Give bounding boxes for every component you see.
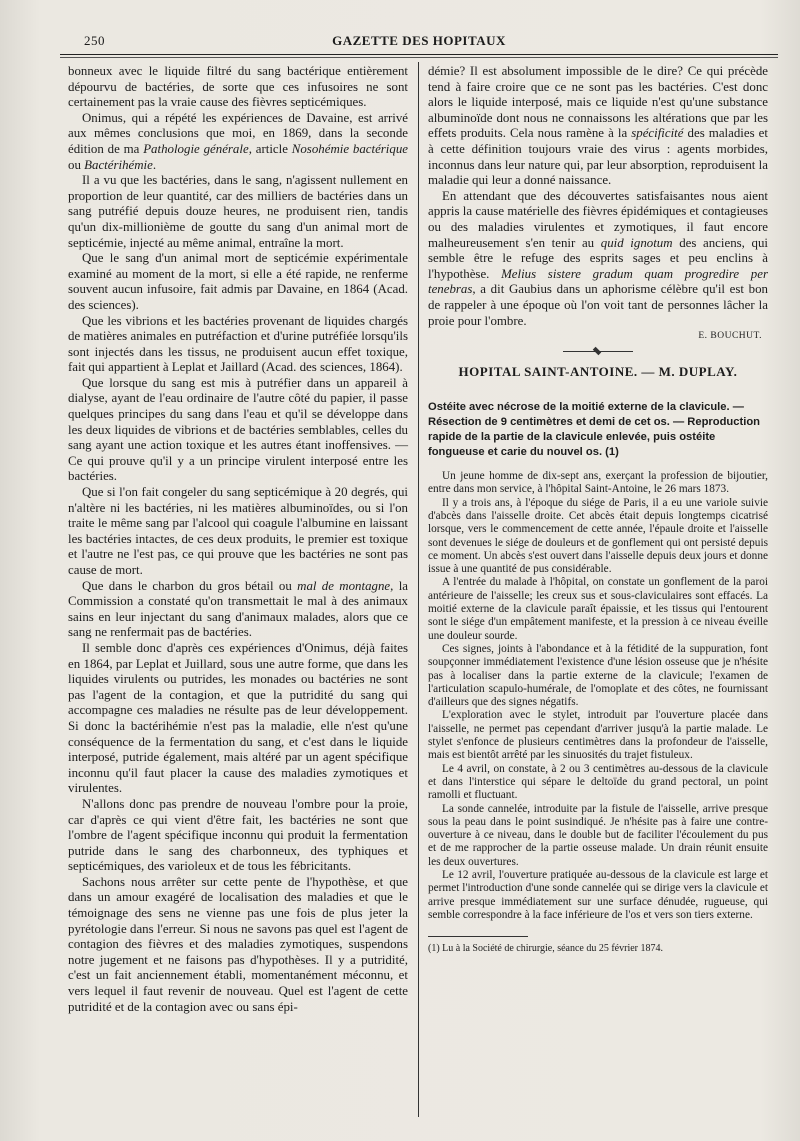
paragraph: En attendant que des découvertes satisfaisantes nous aient appris la cause matérielle des fièvres épidémiques et contagieuses ou des maladies virulentes et zymotiques, il faut encore malheureusement s'en tenir au quid ignotum des anciens, qui semble être le refuge des esprits sages et peu enclins à l'hypothèse. Melius sistere gradum quam progredire per tenebras, a dit Gaubius dans un aphorisme célèbre qu'il est bon de rappeler à une époque où l'on voit tant de personnes lâcher la proie pour l'ombre.: [428, 188, 768, 328]
paragraph: L'exploration avec le stylet, introduit par l'ouverture placée dans l'aisselle, ne permet pas cependant d'arriver jusqu'à la partie malade. Le stylet s'enfonce de plusieurs centimètres dans la profondeur de l'aisselle, mais est bientôt arrêté par les sinuosités du trajet fistuleux.: [428, 709, 768, 762]
footnote-rule: [428, 936, 528, 937]
column-divider: [418, 62, 419, 1117]
section-separator: [563, 351, 633, 352]
paragraph: Que les vibrions et les bactéries provenant de liquides chargés de matières animales en putréfaction et d'urine putréfiée lorsqu'ils sont injectés dans les tissus, ne produisent aucun effet toxique, fait qui appartient à Leplat et Jaillard (Acad. des sciences, 1864).: [68, 313, 408, 375]
paragraph: Que dans le charbon du gros bétail ou mal de montagne, la Commission a constaté qu'on transmettait le mal à des animaux sains en leur injectant du sang d'animaux malades, alors que ce sang ne renfermait pas de bactéries.: [68, 578, 408, 640]
left-column: [68, 64, 408, 1015]
paragraph: Le 12 avril, l'ouverture pratiquée au-dessous de la clavicule est large et permet l'introduction d'une sonde cannelée qui se dirige vers la clavicule et arrive presque immédiatement sur une surface dénudée, rugueuse, qui semble correspondre à la face inférieure de l'os et vers son tiers externe.: [428, 869, 768, 921]
paragraph: La sonde cannelée, introduite par la fistule de l'aisselle, arrive presque sous la peau dans le point susindiqué. Je n'hésite pas à faire une contre-ouverture à ce niveau, dans le double but de faciliter l'écoulement du pus et de me rapprocher de la partie osseuse malade. Un drain réunit ensuite les deux ouvertures.: [428, 802, 768, 868]
paragraph: Sachons nous arrêter sur cette pente de l'hypothèse, et que dans un amour exagéré de localisation des maladies et que le témoignage des sens ne vienne pas une fois de plus jeter la pyrétologie dans l'erreur. Si nous ne savons pas quel est l'agent de contagion des fièvres et des maladies zymotiques, suspendons notre jugement et ne faisons pas d'hypothèses. Il y a putridité, c'est un fait anciennement établi, momentanément méconnu, et vers lequel il faut revenir de nouveau. Quel est l'agent de cette putridité et de la contagion avec ou sans épi-: [68, 874, 408, 1014]
header-rule: [60, 54, 778, 55]
right-column: [428, 64, 768, 955]
paragraph: Onimus, qui a répété les expériences de Davaine, est arrivé aux mêmes conclusions que moi, en 1869, dans la seconde édition de ma Pathologie générale, article Nosohémie bactérique ou Bactérihémie.: [68, 110, 408, 172]
paragraph: bonneux avec le liquide filtré du sang bactérique entièrement dépourvu de bactéries, de sorte que ces infusoires ne sont certainement pas la vraie cause des fièvres septicémiques.: [68, 64, 408, 110]
author-signature: E. BOUCHUT.: [698, 331, 762, 342]
paragraph: Un jeune homme de dix-sept ans, exerçant la profession de bijoutier, entre dans mon service, à l'hôpital Saint-Antoine, le 26 mars 1873.: [428, 470, 768, 496]
page-header: [64, 30, 774, 52]
header-rule-thin: [60, 57, 778, 58]
paragraph: Que si l'on fait congeler du sang septicémique à 20 degrés, qui n'altère ni les bactéries, ni les matières albuminoïdes, ou si l'on traite le même sang par l'alcool qui coagule l'albumine en laissant les bactéries intactes, de ces deux produits, le premier est toxique et l'autre ne l'est pas, ce qui prouve que les bactéries ne sont pas cause de mort.: [68, 485, 408, 577]
paragraph: Le 4 avril, on constate, à 2 ou 3 centimètres au-dessous de la clavicule et dans l'interstice qui sépare le deltoïde du grand pectoral, un point ramolli et fluctuant.: [428, 762, 768, 802]
journal-title: GAZETTE DES HOPITAUX: [332, 33, 506, 48]
paragraph: Il y a trois ans, à l'époque du siége de Paris, il a eu une variole suivie d'abcès dans l'aisselle droite. Cet abcès était depuis longtemps cicatrisé lorsque, vers le commencement de cette année, l'épaule droite et l'aisselle sont devenues le siége de douleurs et de gonflement qui ont persisté depuis ce moment. Un abcès s'est ouvert dans l'aisselle depuis deux jours et donne issue à une quantité de pus considérable.: [428, 496, 768, 576]
section-heading: HOPITAL SAINT-ANTOINE. — M. DUPLAY.: [458, 364, 738, 380]
paragraph: A l'entrée du malade à l'hôpital, on constate un gonflement de la paroi antérieure de l'aisselle; les creux sus et sous-claviculaires sont effacés. La moitié externe de la clavicule paraît épaissie, et les tissus qui l'entourent sont le siége d'un empâtement manifeste, et la pression à ce niveau éveille une douleur sourde.: [428, 576, 768, 642]
paragraph: Que le sang d'un animal mort de septicémie expérimentale examiné au moment de la mort, si elle a été rapide, ne renferme souvent aucun infusoire, fait admis par Davaine, en 1864 (Acad. des sciences).: [68, 251, 408, 312]
paragraph: N'allons donc pas prendre de nouveau l'ombre pour la proie, car d'après ce qui vient d'être fait, les bactéries ne sont que l'ombre de l'agent spécifique inconnu qui produit la fermentation putride dans le sang des charbonneux, des typhiques et septicémiques, des varioleux et de tous les fébricitants.: [68, 796, 408, 874]
paragraph: Ces signes, joints à l'abondance et à la fétidité de la suppuration, font soupçonner immédiatement l'existence d'une lésion osseuse que je n'hésite pas à localiser dans la partie externe de la clavicule; l'examen de l'articulation scapulo-humérale, de l'omoplate et des côtes, ne fournissant d'ailleurs que des signes négatifs.: [428, 642, 768, 709]
case-title: Ostéite avec nécrose de la moitié externe de la clavicule. — Résection de 9 centimètres et demi de cet os. — Reproduction rapide de la partie de la clavicule enlevée, puis ostéite fongueuse et carie du nouvel os. (1): [428, 401, 760, 459]
paragraph: Que lorsque du sang est mis à putréfier dans un appareil à dialyse, ayant de l'eau ordinaire de l'autre côté du papier, il passe quelques principes du sang dans l'eau et qu'il se développe dans les deux liquides de vibrions et de bactéries semblables, celles du sang ayant une action toxique et les autres étant inoffensives. — Ce qui prouve qu'il y a un principe virulent interposé entre les bactéries.: [68, 375, 408, 484]
paragraph: démie? Il est absolument impossible de le dire? Ce qui précède tend à faire croire que ce ne sont pas les bactéries. C'est donc alors le liquide interposé, mais ce liquide n'est qu'une substance albuminoïde dont nous ne connaissons les altérations que par les effets produits. Cela nous ramène à la spécificité des maladies et à cette définition toujours vraie des virus : agents morbides, inconnus dans leur nature qui, par leur absorption, reproduisent la maladie qui leur a donné naissance.: [428, 64, 768, 188]
case-report: [428, 470, 768, 922]
paragraph: Il a vu que les bactéries, dans le sang, n'agissent nullement en proportion de leur quantité, car des milliers de bactéries dans un sang putréfié depuis douze heures, ne produisent rien, tandis qu'un dix-millionième de goutte du sang d'un animal mort de septicémie, injecté au même animal, entraîne la mort.: [68, 173, 408, 250]
paragraph: Il semble donc d'après ces expériences d'Onimus, déjà faites en 1864, par Leplat et Juillard, sous une autre forme, que dans les liquides virulents ou putrides, les monades ou bactéries ne sont pas l'agent de la contagion, et que la putridité du sang qui accompagne ces maladies ne résulte pas de leur développement. Si donc la bactérihémie n'est pas la maladie, elle n'est qu'une conséquence de la fermentation du sang, et c'est dans le liquide interposé, putride également, mais altéré par un agent spécifique inconnu qu'il faut placer la cause des maladies zymotiques et virulentes.: [68, 640, 408, 796]
page-number: 250: [84, 33, 105, 48]
footnote: (1) Lu à la Société de chirurgie, séance du 25 février 1874.: [428, 943, 663, 955]
